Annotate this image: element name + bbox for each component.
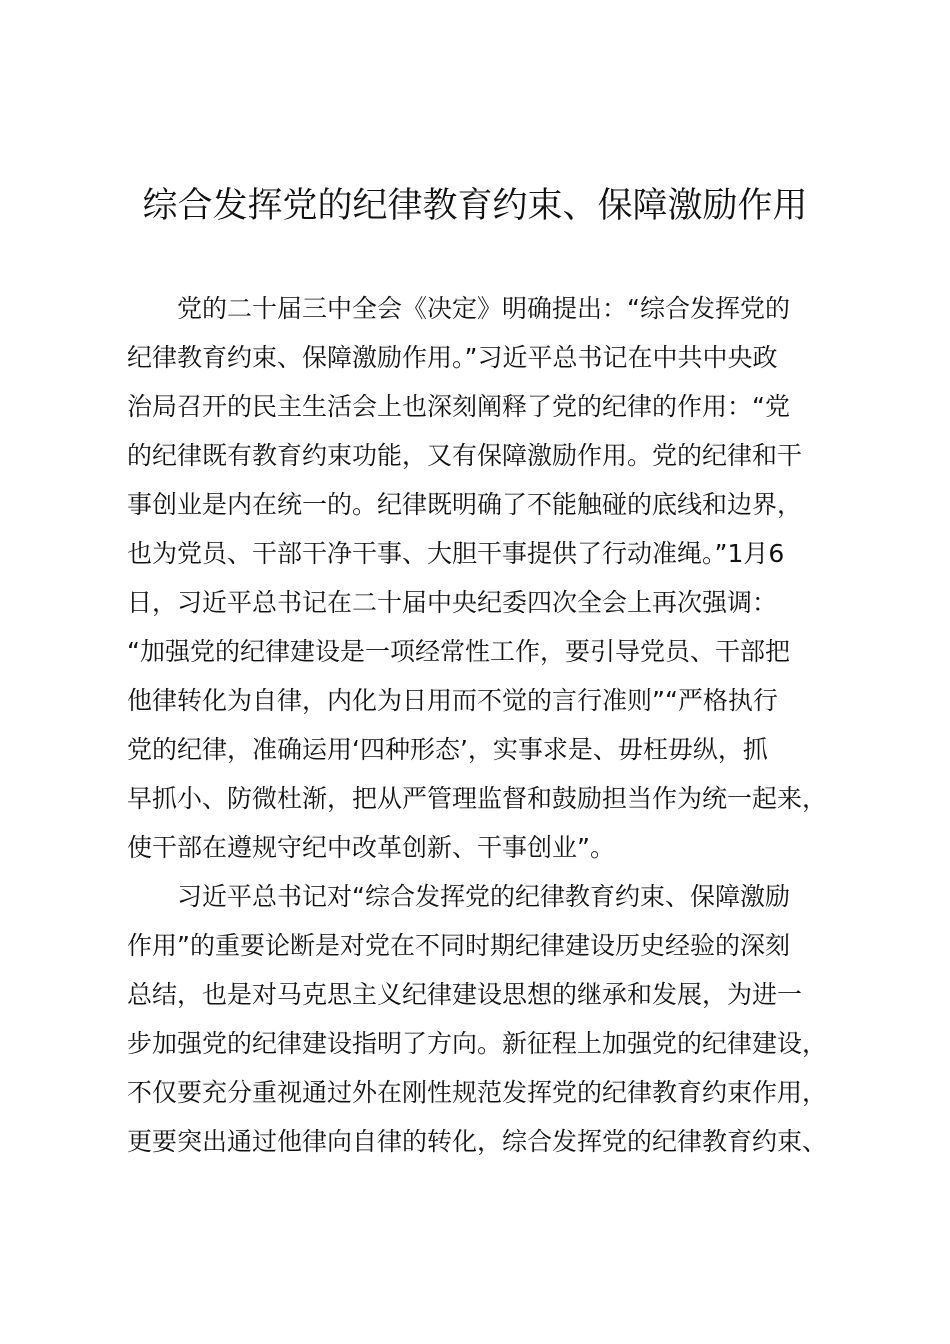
text-line: 日，习近平总书记在二十届中央纪委四次全会上再次强调：	[127, 588, 778, 617]
text-line: 更要突出通过他律向自律的转化，综合发挥党的纪律教育约束、	[127, 1127, 828, 1156]
text-line: 总结，也是对马克思主义纪律建设思想的继承和发展，为进一	[127, 980, 803, 1009]
text-line: 党的二十届三中全会《决定》明确提出：“综合发挥党的	[177, 294, 790, 323]
paragraph-1	[127, 284, 847, 872]
text-line: 步加强党的纪律建设指明了方向。新征程上加强党的纪律建设，	[127, 1029, 828, 1058]
text-line: 不仅要充分重视通过外在刚性规范发挥党的纪律教育约束作用，	[127, 1078, 828, 1107]
text-line: 作用”的重要论断是对党在不同时期纪律建设历史经验的深刻	[127, 931, 790, 960]
text-line: 事创业是内在统一的。纪律既明确了不能触碰的底线和边界，	[127, 490, 803, 519]
text-line: 纪律教育约束、保障激励作用。”习近平总书记在中共中央政	[127, 343, 778, 372]
text-line: 的纪律既有教育约束功能，又有保障激励作用。党的纪律和干	[127, 441, 803, 470]
text-line: “加强党的纪律建设是一项经常性工作，要引导党员、干部把	[127, 637, 790, 666]
document-body	[127, 284, 847, 1166]
text-line: 他律转化为自律，内化为日用而不觉的言行准则”“严格执行	[127, 686, 778, 715]
text-line: 治局召开的民主生活会上也深刻阐释了党的纪律的作用：“党	[127, 392, 790, 421]
text-line: 习近平总书记对“综合发挥党的纪律教育约束、保障激励	[177, 882, 790, 911]
paragraph-2	[127, 872, 847, 1166]
text-line: 党的纪律，准确运用‘四种形态’，实事求是、毋枉毋纵，抓	[127, 735, 768, 764]
text-line: 早抓小、防微杜渐，把从严管理监督和鼓励担当作为统一起来，	[127, 784, 828, 813]
text-line: 也为党员、干部干净干事、大胆干事提供了行动准绳。”1月6	[127, 539, 785, 568]
document-title: 综合发挥党的纪律教育约束、保障激励作用	[142, 186, 808, 226]
text-line: 使干部在遵规守纪中改革创新、干事创业”。	[127, 833, 615, 862]
